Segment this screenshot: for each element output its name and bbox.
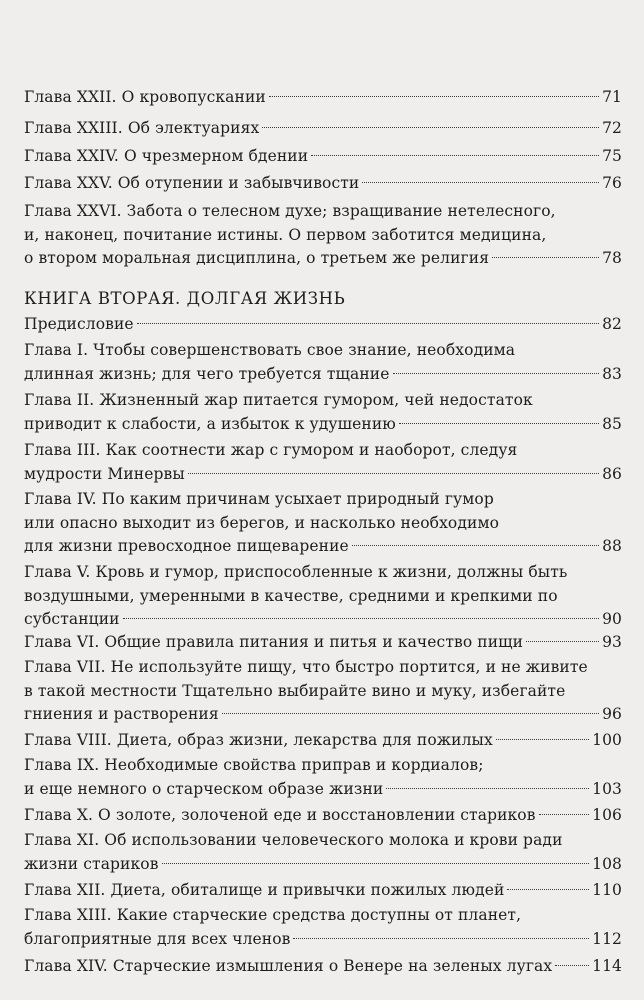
entry-title-line: Глава III. Как соотнести жар с гумором и наоборот, следуя	[24, 441, 518, 459]
entry-title-line: воздушными, умеренными в качестве, средними и крепкими по	[24, 586, 558, 605]
dot-leader	[386, 788, 589, 789]
page-number: 90	[602, 610, 622, 629]
entry-title-line: Глава XXIV. О чрезмерном бдении	[24, 147, 309, 165]
page-number: 88	[602, 537, 622, 556]
dot-leader	[539, 814, 590, 815]
entry-last-line	[24, 928, 622, 952]
toc-entry	[24, 804, 622, 828]
page-number: 78	[602, 249, 622, 268]
toc-entry	[24, 313, 622, 337]
entry-title-line: Глава II. Жизненный жар питается гумором, чей недостаток	[24, 391, 533, 409]
entry-title-line: жизни стариков	[24, 854, 159, 873]
section-heading: КНИГА ВТОРАЯ. ДОЛГАЯ ЖИЗНЬ	[24, 289, 346, 308]
entry-last-line	[24, 608, 622, 632]
entry-title-line: Глава VI. Общие правила питания и питья и качество пищи	[24, 633, 524, 651]
page-number: 75	[602, 147, 622, 165]
dot-leader	[393, 373, 600, 374]
toc-entry	[24, 389, 622, 436]
entry-last-line	[24, 955, 622, 979]
entry-title-line: Глава XIV. Старческие измышления о Венере на зеленых лугах	[24, 957, 553, 975]
entry-title-line: Глава X. О золоте, золоченой еде и восстановлении стариков	[24, 806, 536, 824]
entry-title-line: для жизни превосходное пищеварение	[24, 537, 349, 556]
dot-leader	[496, 739, 589, 740]
entry-title-line: Глава I. Чтобы совершенствовать свое знание, необходима	[24, 341, 516, 359]
dot-leader	[311, 155, 599, 156]
dot-leader	[222, 713, 599, 714]
toc-entry	[24, 879, 622, 903]
entry-last-line	[24, 703, 622, 727]
dot-leader	[399, 423, 599, 424]
entry-title-line: Глава IX. Необходимые свойства приправ и кордиалов;	[24, 756, 484, 774]
dot-leader	[188, 473, 599, 474]
entry-last-line	[24, 413, 622, 437]
entry-title-line: в такой местности Тщательно выбирайте вино и муку, избегайте	[24, 681, 566, 700]
toc-entry	[24, 145, 622, 169]
page-number: 85	[602, 414, 622, 433]
entry-title-line: Глава XI. Об использовании человеческого молока и крови ради	[24, 831, 563, 849]
entry-title-line: Глава VIII. Диета, образ жизни, лекарства для пожилых	[24, 731, 493, 749]
entry-title-line: длинная жизнь; для чего требуется тщание	[24, 364, 390, 383]
toc-entry	[24, 829, 622, 876]
page-number: 103	[592, 779, 622, 798]
entry-title-line: Глава IV. По каким причинам усыхает природный гумор	[24, 490, 494, 508]
entry-last-line	[24, 463, 622, 487]
page-number: 71	[602, 88, 622, 106]
toc-entry	[24, 86, 622, 110]
entry-last-line	[24, 117, 622, 141]
entry-last-line	[24, 145, 622, 169]
entry-title-line: мудрости Минервы	[24, 464, 185, 483]
dot-leader	[507, 889, 589, 890]
toc-entry	[24, 339, 622, 386]
toc-entry	[24, 656, 622, 727]
entry-title-line: Глава XXV. Об отупении и забывчивости	[24, 174, 360, 192]
entry-last-line	[24, 853, 622, 877]
dot-leader	[269, 96, 599, 97]
entry-last-line	[24, 86, 622, 110]
entry-title-line: Глава XXII. О кровопускании	[24, 88, 266, 106]
toc-entry	[24, 904, 622, 951]
dot-leader	[555, 965, 589, 966]
toc-entry	[24, 729, 622, 753]
toc-entry	[24, 561, 622, 632]
entry-last-line	[24, 313, 622, 337]
page-number: 83	[602, 364, 622, 383]
entry-last-line	[24, 804, 622, 828]
dot-leader	[352, 545, 599, 546]
dot-leader	[123, 618, 599, 619]
entry-title-line: приводит к слабости, а избыток к удушению	[24, 414, 396, 433]
dot-leader	[262, 127, 599, 128]
toc-entry	[24, 754, 622, 801]
toc-entry	[24, 631, 622, 655]
entry-title-line: Глава V. Кровь и гумор, приспособленные к жизни, должны быть	[24, 563, 568, 581]
page-number: 112	[592, 929, 622, 948]
toc-entry	[24, 439, 622, 486]
entry-title-line: Глава XXIII. Об электуариях	[24, 119, 260, 137]
entry-title-line: или опасно выходит из берегов, и насколько необходимо	[24, 513, 500, 532]
entry-title-line: гниения и растворения	[24, 705, 219, 724]
entry-title-line: Глава XXVI. Забота о телесном духе; взращивание нетелесного,	[24, 202, 556, 220]
page-number: 100	[592, 731, 622, 749]
entry-title-line: Предисловие	[24, 315, 134, 333]
page-number: 82	[602, 315, 622, 333]
toc-entry	[24, 488, 622, 559]
dot-leader	[526, 641, 599, 642]
entry-last-line	[24, 172, 622, 196]
page-number: 93	[602, 633, 622, 651]
dot-leader	[137, 323, 599, 324]
toc-entry	[24, 200, 622, 271]
entry-last-line	[24, 879, 622, 903]
page-number: 72	[602, 119, 622, 137]
entry-last-line	[24, 729, 622, 753]
entry-title-line: Глава XIII. Какие старческие средства доступны от планет,	[24, 906, 522, 924]
dot-leader	[362, 182, 599, 183]
toc-entry	[24, 955, 622, 979]
entry-title-line: субстанции	[24, 610, 120, 629]
entry-last-line	[24, 778, 622, 802]
entry-last-line	[24, 535, 622, 559]
entry-title-line: Глава XII. Диета, обиталище и привычки пожилых людей	[24, 881, 505, 899]
dot-leader	[162, 863, 590, 864]
page-number: 108	[592, 854, 622, 873]
entry-last-line	[24, 631, 622, 655]
page-number: 86	[602, 464, 622, 483]
page-number: 106	[592, 806, 622, 824]
entry-title-line: благоприятные для всех членов	[24, 929, 291, 948]
entry-title-line: и еще немного о старческом образе жизни	[24, 779, 384, 798]
entry-title-line: Глава VII. Не используйте пищу, что быстро портится, и не живите	[24, 658, 588, 676]
entry-last-line	[24, 247, 622, 271]
entry-title-line: о втором моральная дисциплина, о третьем же религия	[24, 249, 490, 268]
page-number: 110	[592, 881, 622, 899]
entry-last-line	[24, 363, 622, 387]
page-number: 96	[602, 705, 622, 724]
page-number: 114	[592, 957, 622, 975]
dot-leader	[492, 257, 599, 258]
toc-entry	[24, 117, 622, 141]
toc-entry	[24, 172, 622, 196]
dot-leader	[293, 938, 589, 939]
page-number: 76	[602, 174, 622, 192]
entry-title-line: и, наконец, почитание истины. О первом заботится медицина,	[24, 225, 547, 244]
